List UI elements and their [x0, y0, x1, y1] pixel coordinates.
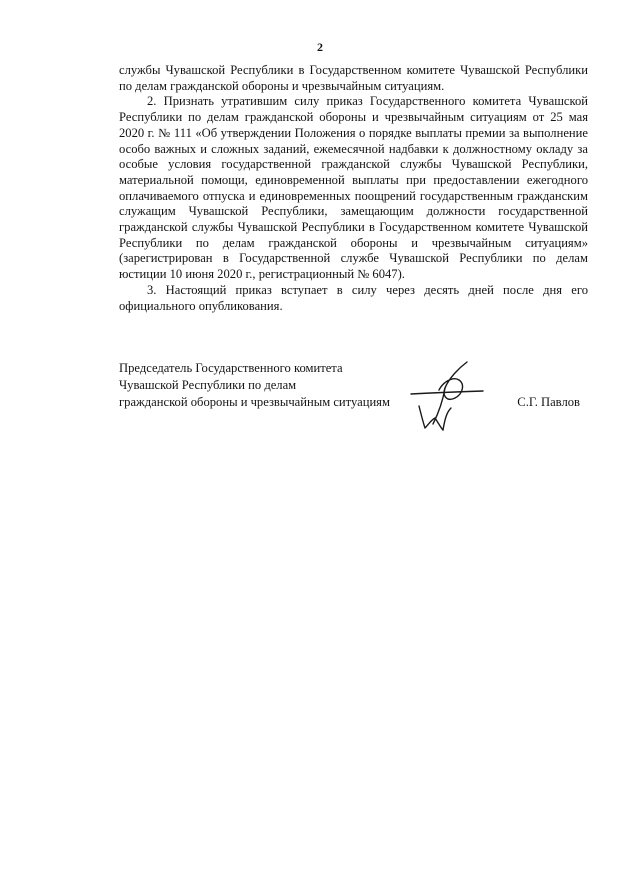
paragraph-continuation: службы Чувашской Республики в Государственном комитете Чувашской Республики по делам гражданской обороны и чрезвычайным ситуациям. — [119, 63, 588, 93]
paragraph-item-3: 3. Настоящий приказ вступает в силу через десять дней после дня его официального опубликования. — [119, 282, 588, 313]
signatory-title-line: Чувашской Республики по делам — [119, 378, 297, 392]
handwritten-signature — [409, 358, 489, 436]
document-body — [119, 63, 588, 314]
page-number: 2 — [317, 40, 323, 54]
paragraph-item-2: 2. Признать утратившим силу приказ Государственного комитета Чувашской Республики по делам гражданской обороны и чрезвычайным ситуациям от 25 мая 2020 г. № 111 «Об утверждении Положения о порядке выплаты премии за выполнение особо важных и сложных заданий, ежемесячной надбавки к должностному окладу за особые условия государственной гражданской службы Чувашской Республики, материальной помощи, единовременной выплаты при предоставлении ежегодного оплачиваемого отпуска и единовременных поощрений государственным гражданским служащим Чувашской Республики, замещающим должности государственной гражданской службы Чувашской Республики в Государственном комитете Чувашской Республики по делам гражданской обороны и чрезвычайным ситуациям» (зарегистрирован в Государственной службе Чувашской Республики по делам юстиции 10 июня 2020 г., регистрационный № 6047). — [119, 94, 588, 282]
signatory-title-line: Председатель Государственного комитета — [119, 361, 343, 375]
signatory-name: С.Г. Павлов — [517, 395, 580, 409]
signatory-title-line: гражданской обороны и чрезвычайным ситуациям — [119, 395, 390, 409]
signature-block — [119, 360, 588, 411]
